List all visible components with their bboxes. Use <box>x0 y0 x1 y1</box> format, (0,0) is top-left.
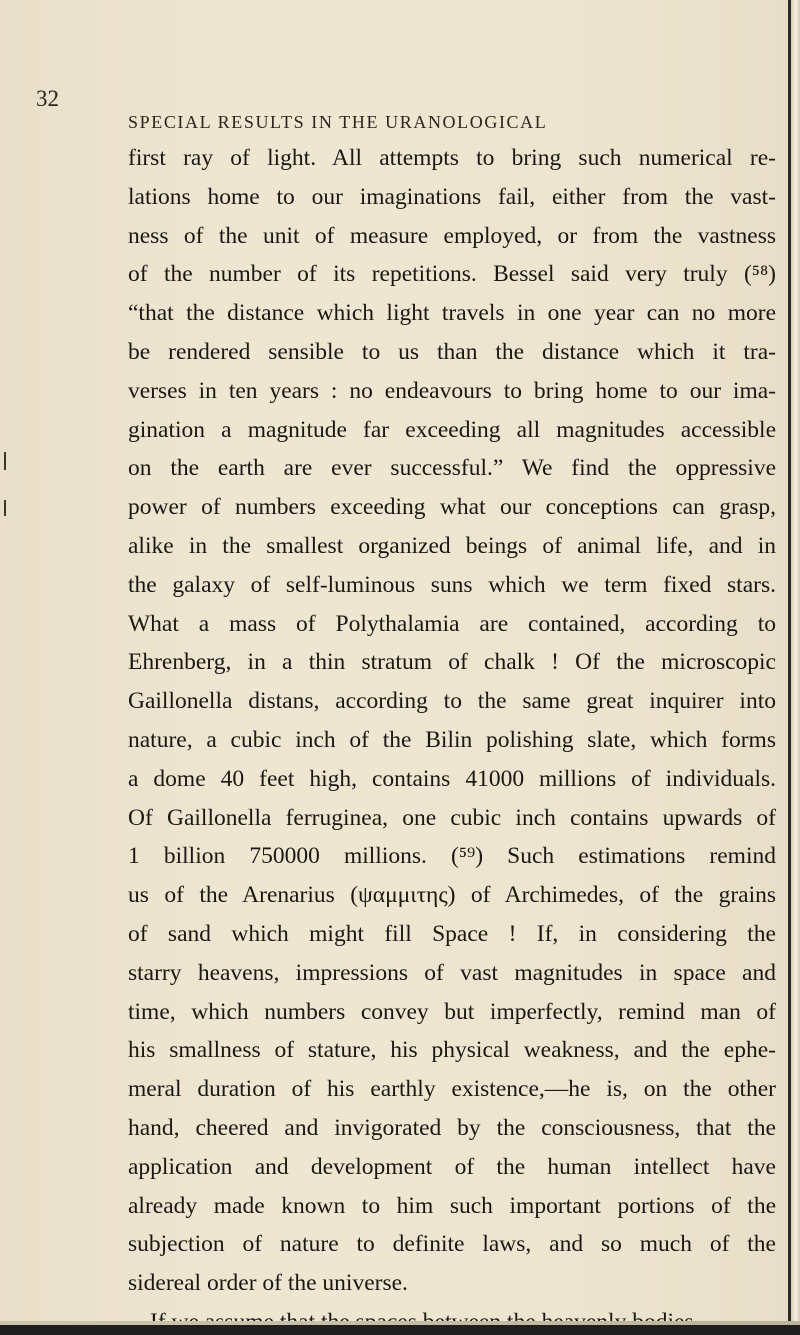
page-number: 32 <box>36 86 59 111</box>
text-line: first ray of light. All attempts to bring such numerical re- <box>128 145 776 171</box>
text-line: of sand which might fill Space ! If, in considering the <box>128 920 776 947</box>
text-line: meral duration of his earthly existence,—he is, on the other <box>128 1076 776 1103</box>
text-line: Of Gaillonella ferruginea, one cubic inch contains upwards of <box>128 804 776 831</box>
text-line: subjection of nature to definite laws, and so much of the <box>128 1231 776 1258</box>
text-line: on the earth are ever successful.” We find the oppressive <box>128 455 776 482</box>
text-line: lations home to our imaginations fail, either from the vast- <box>128 183 776 210</box>
text-line: Gaillonella distans, according to the same great inquirer into <box>128 688 776 715</box>
margin-mark <box>4 452 6 470</box>
text-line: sidereal order of the universe. <box>128 1270 408 1297</box>
page-edge <box>791 0 800 1335</box>
text-line: 1 billion 750000 millions. (⁵⁹) Such estimations remind <box>128 843 776 870</box>
text-line: “that the distance which light travels in one year can no more <box>128 300 776 327</box>
text-line: application and development of the human intellect have <box>128 1153 776 1180</box>
text-line: the galaxy of self-luminous suns which we term fixed stars. <box>128 571 776 598</box>
text-line: Ehrenberg, in a thin stratum of chalk ! Of the microscopic <box>128 649 776 676</box>
margin-mark <box>4 500 6 516</box>
text-line: ness of the unit of measure employed, or from the vastness <box>128 222 776 249</box>
text-line: nature, a cubic inch of the Bilin polishing slate, which forms <box>128 726 776 753</box>
bottom-edge <box>0 1325 800 1335</box>
body-text <box>128 139 776 1335</box>
text-line: gination a magnitude far exceeding all magnitudes accessible <box>128 416 776 443</box>
text-line: already made known to him such important portions of the <box>128 1192 776 1219</box>
text-line: What a mass of Polythalamia are contained, according to <box>128 610 776 637</box>
text-line: starry heavens, impressions of vast magnitudes in space and <box>128 959 776 986</box>
text-line: us of the Arenarius (ψαμμιτης) of Archimedes, of the grains <box>128 882 776 909</box>
text-line: alike in the smallest organized beings of animal life, and in <box>128 532 776 559</box>
text-line: time, which numbers convey but imperfectly, remind man of <box>128 998 776 1025</box>
text-line: hand, cheered and invigorated by the consciousness, that the <box>128 1114 776 1141</box>
text-line: of the number of its repetitions. Bessel said very truly (⁵⁸) <box>128 261 776 288</box>
text-line: a dome 40 feet high, contains 41000 millions of individuals. <box>128 765 776 792</box>
text-line: his smallness of stature, his physical weakness, and the ephe- <box>128 1037 776 1064</box>
running-head: SPECIAL RESULTS IN THE URANOLOGICAL <box>128 112 548 132</box>
text-line: be rendered sensible to us than the distance which it tra- <box>128 338 776 365</box>
text-line: power of numbers exceeding what our conceptions can grasp, <box>128 494 776 521</box>
text-line: verses in ten years : no endeavours to bring home to our ima- <box>128 377 776 404</box>
